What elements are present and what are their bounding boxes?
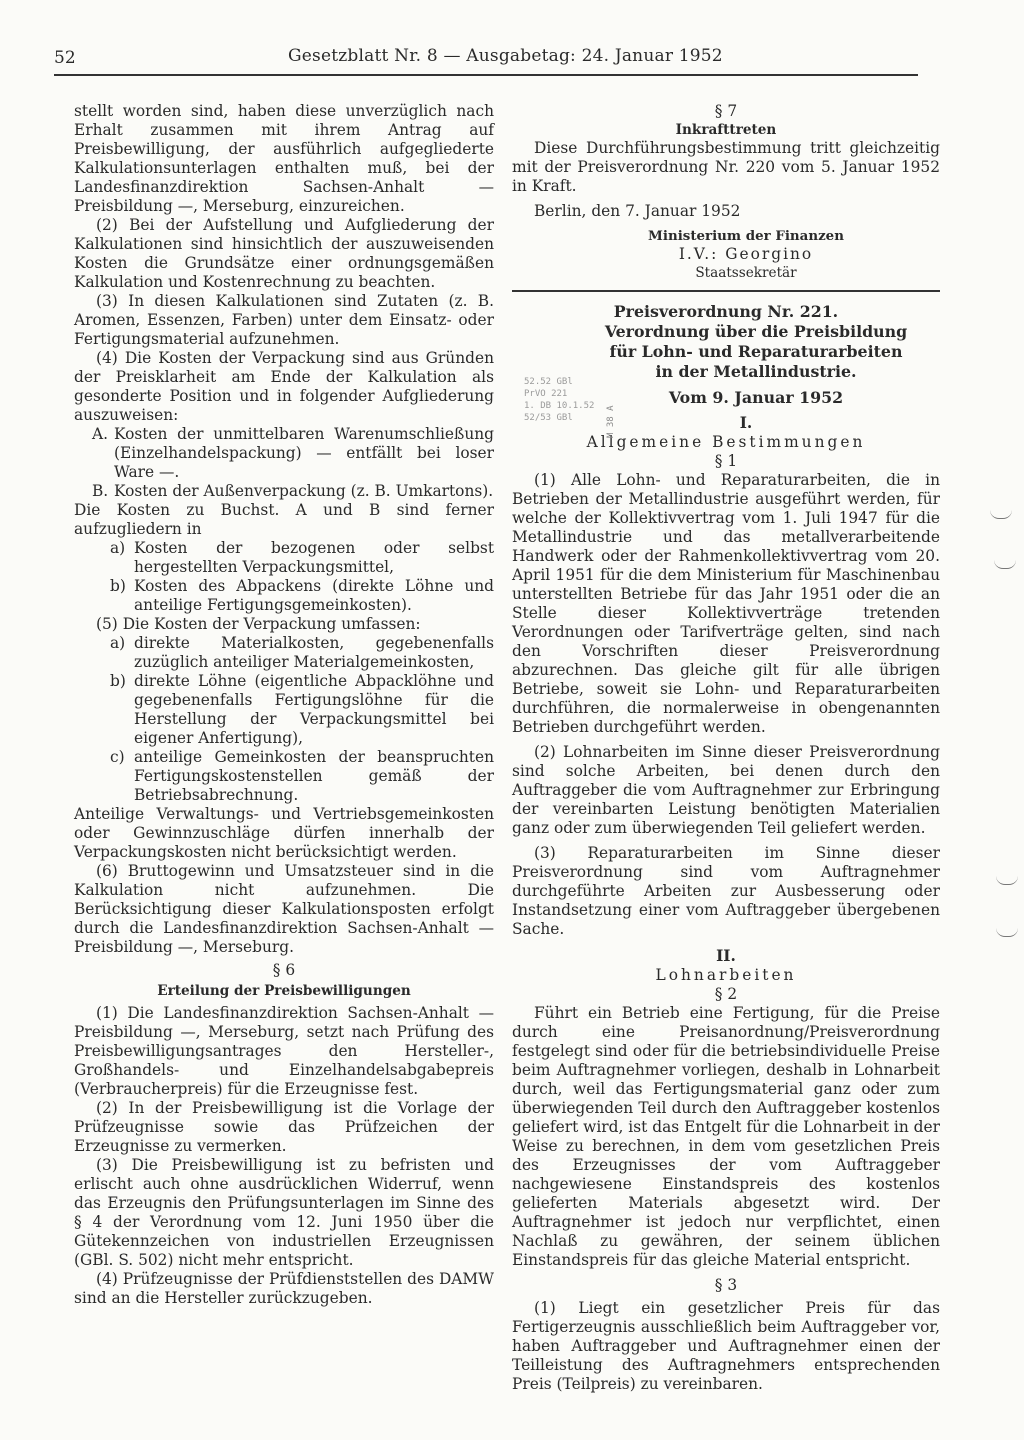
stamp-line: 1. DB 10.1.52 <box>524 401 595 411</box>
signatory: I.V.: Georgino <box>678 245 814 263</box>
page-header <box>54 44 918 76</box>
ordinance-date: Vom 9. Januar 1952 <box>668 388 844 407</box>
paragraph: (2) Bei der Aufstellung und Aufgliederung der Kalkulationen sind hinsichtlich der auszuweisenden Kosten die Grundsätze einer ordnungsgemäßen Kalkulation und Kostenrechnung zu beachten. <box>74 216 494 291</box>
list-item <box>74 482 494 501</box>
ordinance-title: Preisverordnung Nr. 221. <box>613 302 839 321</box>
paragraph: Die Kosten zu Buchst. A und B sind ferner aufzugliedern in <box>74 501 494 538</box>
left-column <box>74 102 494 1308</box>
section-title: Erteilung der Preisbewilligungen <box>157 983 411 999</box>
list-item-text: direkte Materialkosten, gegebenenfalls zuzüglich anteiliger Materialgemeinkosten, <box>134 634 494 671</box>
list-item-text: Kosten der Außenverpackung (z. B. Umkartons). <box>114 482 494 500</box>
paragraph: (4) Die Kosten der Verpackung sind aus Gründen der Preisklarheit am Ende der Kalkulation als gesonderte Position und in folgender Aufgliederung auszuweisen: <box>74 349 494 424</box>
stamp-line: PrVO 221 <box>524 389 568 399</box>
paragraph: (2) In der Preisbewilligung ist die Vorlage der Prüfzeugnisse sowie das Prüfzeichen der Erzeugnisse zu vermerken. <box>74 1099 494 1155</box>
page-number: 52 <box>54 48 76 68</box>
margin-mark <box>996 928 1018 937</box>
list-item <box>74 672 494 748</box>
margin-mark <box>990 510 1012 519</box>
paragraph: (1) Liegt ein gesetzlicher Preis für das Fertigerzeugnis ausschließlich beim Auftraggeber vor, haben Auftraggeber und Auftragnehmer einen der Teilleistung des Auftragnehmers entsprechenden Preis (Teilpreis) zu vereinbaren. <box>512 1299 940 1393</box>
sub-list <box>74 539 494 615</box>
paragraph: (4) Prüfzeugnisse der Prüfdienststellen des DAMW sind an die Hersteller zurückzugeben. <box>74 1270 494 1307</box>
list-marker: b) <box>110 672 126 690</box>
list-marker: A. <box>92 425 109 443</box>
ordinance-title: in der Metallindustrie. <box>655 362 857 381</box>
part-title: Lohnarbeiten <box>655 966 797 984</box>
margin-mark <box>994 560 1016 569</box>
paragraph: (1) Alle Lohn- und Reparaturarbeiten, die in Betrieben der Metallindustrie ausgeführt werden, für welche der Kollektivvertrag vom 1. Juli 1947 für die Metallindustrie und das metallverarbeitende Handwerk oder der Rahmenkollektivvertrag vom 20. April 1951 für die dem Ministerium für Maschinenbau unterstellten Betriebe für das Jahr 1951 oder die an Stelle dieser Kollektivverträge tretenden Verordnungen oder Tarifverträge gelten, sind nach den Vorschriften dieser Preisverordnung abzurechnen. Das gleiche gilt für alle übrigen Betriebe, soweit sie Lohn- und Reparaturarbeiten durchführen, die normalerweise in obengenannten Betrieben durchgeführt werden. <box>512 471 940 736</box>
ordinance-title: Verordnung über die Preisbildung <box>604 322 908 341</box>
list-marker: b) <box>110 577 126 595</box>
stamp-line: 52/53 GBl <box>524 413 573 423</box>
paragraph: (6) Bruttogewinn und Umsatzsteuer sind in die Kalkulation nicht aufzunehmen. Die Berücksichtigung dieser Kalkulationsposten erfolgt durch die Landesfinanzdirektion Sachsen-Anhalt — Preisbildung —, Merseburg. <box>74 862 494 956</box>
list-item <box>74 539 494 577</box>
archive-stamp <box>524 376 612 440</box>
part-title: Allgemeine Bestimmungen <box>586 433 866 451</box>
margin-mark <box>996 876 1018 885</box>
paragraph: Diese Durchführungsbestimmung tritt gleichzeitig mit der Preisverordnung Nr. 220 vom 5. Januar 1952 in Kraft. <box>512 139 940 195</box>
packaging-cost-list <box>74 425 494 501</box>
list-item-text: direkte Löhne (eigentliche Abpacklöhne und gegebenenfalls Fertigungslöhne für die Herstellung der Verpackungsmittel bei eigener Anfertigung), <box>134 672 494 747</box>
place-date: Berlin, den 7. Januar 1952 <box>534 202 741 220</box>
list-marker: a) <box>110 539 126 557</box>
section-number: § 7 <box>714 102 738 120</box>
part-number: II. <box>716 947 736 965</box>
paragraph: (1) Die Landesfinanzdirektion Sachsen-Anhalt — Preisbildung —, Merseburg, setzt nach Prüfung des Preisbewilligungsantrages den Hersteller-, Großhandels- und Einzelhandelsabgabepreis (Verbraucherpreis) für die Erzeugnisse fest. <box>74 1004 494 1098</box>
list-item-text: Kosten des Abpackens (direkte Löhne und anteilige Fertigungsgemeinkosten). <box>134 577 494 614</box>
list-item <box>74 634 494 672</box>
part-number: I. <box>739 414 753 432</box>
section-number: § 1 <box>714 452 738 470</box>
section-number: § 2 <box>714 985 738 1003</box>
section-divider <box>512 290 940 292</box>
list-item <box>74 577 494 615</box>
list-item <box>74 748 494 805</box>
list-item-text: Kosten der bezogenen oder selbst hergestellten Verpackungsmittel, <box>134 539 494 576</box>
stamp-line: 52.52 GBl <box>524 377 573 387</box>
section-title: Inkrafttreten <box>675 122 777 138</box>
list-item-text: Kosten der unmittelbaren Warenumschließung (Einzelhandelspackung) — entfällt bei loser Ware —. <box>114 425 494 481</box>
header-title: Gesetzblatt Nr. 8 — Ausgabetag: 24. Januar 1952 <box>288 46 723 66</box>
ministry-name: Ministerium der Finanzen <box>648 228 844 244</box>
section-number: § 3 <box>714 1276 738 1294</box>
paragraph: (3) Reparaturarbeiten im Sinne dieser Preisverordnung sind vom Auftragnehmer durchgeführte Arbeiten zur Ausbesserung oder Instandsetzung einer vom Auftraggeber übergebenen Sache. <box>512 844 940 938</box>
list-marker: c) <box>110 748 125 766</box>
paragraph: stellt worden sind, haben diese unverzüglich nach Erhalt zusammen mit ihrem Antrag auf Preisbewilligung, der ausführlich aufgegliederte Kalkulationsunterlagen enthalten muß, bei der Landesfinanzdirektion Sachsen-Anhalt — Preisbildung —, Merseburg, einzureichen. <box>74 102 494 215</box>
paragraph: (3) Die Preisbewilligung ist zu befristen und erlischt auch ohne ausdrücklichen Widerruf, wenn das Erzeugnis den Prüfungsunterlagen im Sinne des § 4 der Verordnung vom 12. Juni 1950 über die Gütekennzeichen von industriellen Erzeugnissen (GBl. S. 502) nicht mehr entspricht. <box>74 1156 494 1269</box>
list-marker: B. <box>92 482 109 500</box>
paragraph: Führt ein Betrieb eine Fertigung, für die Preise durch eine Preisanordnung/Preisverordnung festgelegt sind oder für die betriebsindividuelle Preise beim Auftragnehmer vorliegen, deshalb in Lohnarbeit durch, weil das Fertigungsmaterial ganz oder zum überwiegenden Teil durch den Auftraggeber kostenlos geliefert wird, ist das Entgelt für die Lohnarbeit in der Weise zu berechnen, in dem vom gesetzlichen Preis des Erzeugnisses der vom Auftraggeber nachgewiesene Einstandspreis des kostenlos gelieferten Materials abgesetzt wird. Der Auftragnehmer ist jedoch nur verpflichtet, einen Nachlaß zu gewähren, der seinem üblichen Einstandspreis für das gleiche Material entspricht. <box>512 1004 940 1269</box>
paragraph: (5) Die Kosten der Verpackung umfassen: <box>96 615 421 633</box>
sub-list <box>74 634 494 805</box>
list-item-text: anteilige Gemeinkosten der beanspruchten Fertigungskostenstellen gemäß der Betriebsabrechnung. <box>134 748 494 804</box>
paragraph: (3) In diesen Kalkulationen sind Zutaten (z. B. Aromen, Essenzen, Farben) unter dem Einsatz- oder Fertigungsmaterial aufzunehmen. <box>74 292 494 348</box>
archive-stamp-side: M 38 A <box>606 405 616 438</box>
right-column <box>512 102 940 1394</box>
list-marker: a) <box>110 634 126 652</box>
ordinance-title: für Lohn- und Reparaturarbeiten <box>609 342 903 361</box>
paragraph: Anteilige Verwaltungs- und Vertriebsgemeinkosten oder Gewinnzuschläge dürfen innerhalb der Verpackungskosten nicht berücksichtigt werden. <box>74 805 494 861</box>
list-item <box>74 425 494 482</box>
paragraph: (2) Lohnarbeiten im Sinne dieser Preisverordnung sind solche Arbeiten, bei denen durch den Auftraggeber die vom Auftragnehmer zur Erbringung der vereinbarten Leistung benötigten Materialien ganz oder zum überwiegenden Teil geliefert werden. <box>512 743 940 837</box>
signatory-title: Staatssekretär <box>695 265 797 281</box>
section-number: § 6 <box>272 961 296 979</box>
